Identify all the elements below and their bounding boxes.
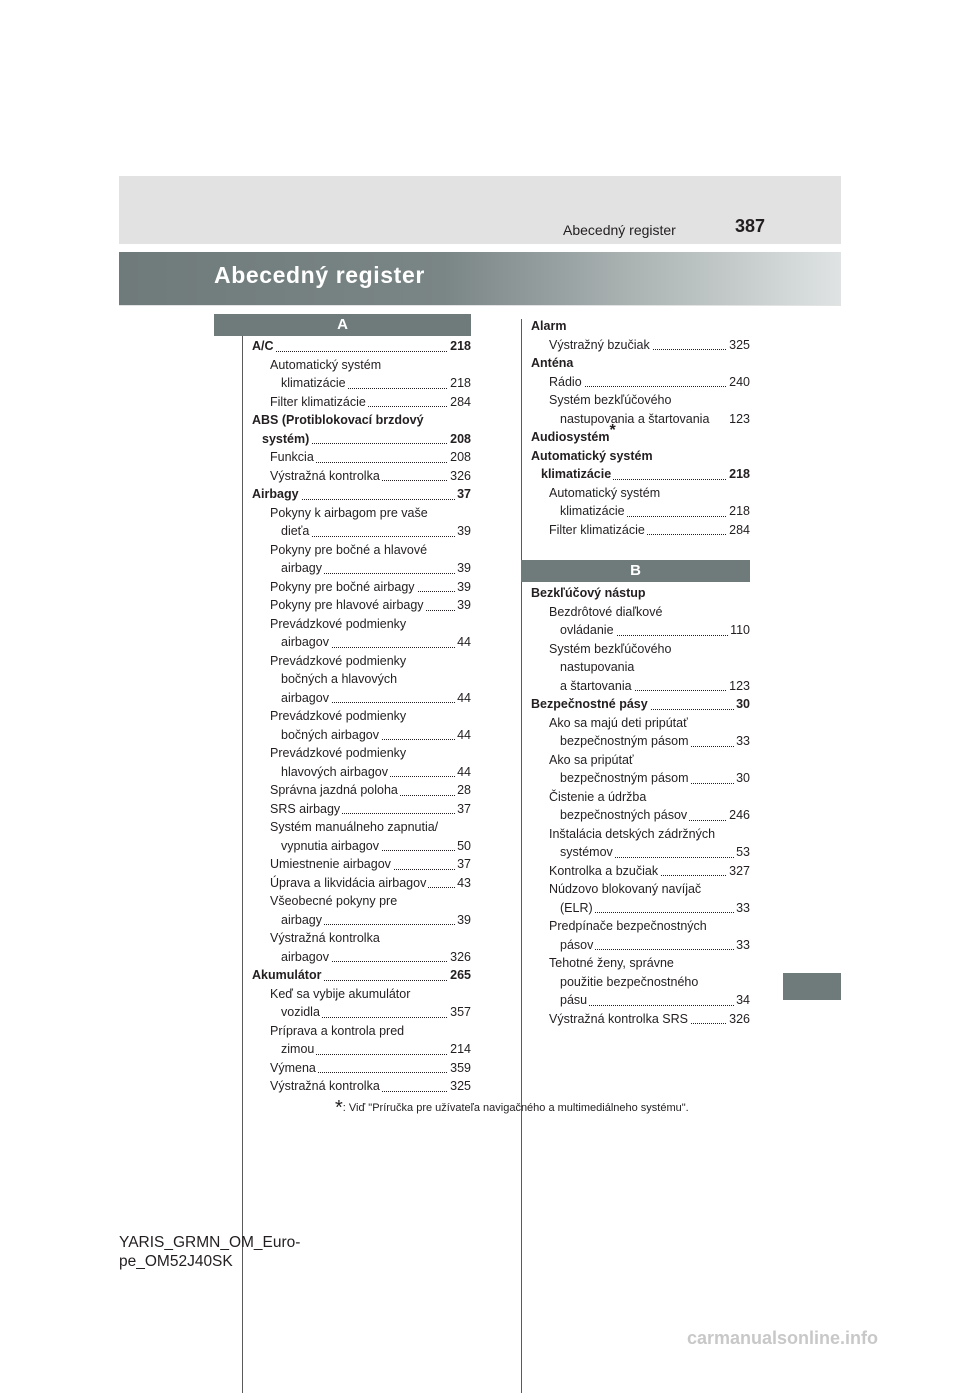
index-entry-page[interactable]: 28 xyxy=(455,781,471,800)
index-entry xyxy=(270,448,471,467)
index-entry xyxy=(560,502,750,521)
index-entry-text: Alarm xyxy=(531,319,567,333)
index-entry-page[interactable]: 326 xyxy=(448,948,471,967)
index-entry xyxy=(270,596,471,615)
index-entry xyxy=(270,1059,471,1078)
index-entry xyxy=(281,948,471,967)
index-entry-page[interactable]: 326 xyxy=(727,1010,750,1029)
index-entry xyxy=(281,837,471,856)
header-bar xyxy=(119,176,841,244)
index-entry xyxy=(549,880,750,899)
index-entry-page[interactable]: 218 xyxy=(448,374,471,393)
index-entry-text: bočných airbagov xyxy=(281,727,379,742)
index-entry-text: airbagov xyxy=(281,635,329,649)
index-entry-page[interactable]: 284 xyxy=(448,393,471,412)
index-entry-page[interactable]: 37 xyxy=(455,485,471,504)
index-entry-text: Inštalácia detských zádržných xyxy=(549,826,716,841)
index-entry-page[interactable]: 39 xyxy=(455,522,471,541)
index-entry-page[interactable]: 34 xyxy=(734,991,750,1010)
index-entry-text: ovládanie xyxy=(560,623,614,637)
index-entry-text: Kontrolka a bzučiak xyxy=(549,863,659,878)
index-entry-text: Filter klimatizácie xyxy=(270,394,366,409)
page-title: Abecedný register xyxy=(214,262,425,288)
index-entry xyxy=(549,1010,750,1029)
index-entry-text: zimou xyxy=(281,1042,315,1056)
index-entry-page[interactable]: 357 xyxy=(448,1003,471,1022)
thumb-index-tab[interactable] xyxy=(783,973,841,1000)
document-id xyxy=(119,1233,300,1271)
index-entry xyxy=(560,769,750,788)
index-entry-text: Výstražná kontrolka xyxy=(270,931,380,945)
section-header-b: B xyxy=(521,560,750,582)
index-entry xyxy=(270,744,471,763)
index-entry xyxy=(531,447,750,466)
index-entry-text: Všeobecné pokyny pre xyxy=(270,894,398,908)
index-entry-text: Správna jazdná poloha xyxy=(270,783,398,797)
index-entry-text: klimatizácie xyxy=(541,467,612,481)
index-entry-page[interactable]: 44 xyxy=(455,633,471,652)
index-entry-text: Výstražná kontrolka xyxy=(270,1079,380,1093)
index-entry xyxy=(270,985,471,1004)
index-entry-text: Predpínače bezpečnostných xyxy=(549,919,707,933)
index-entry-text: systém) xyxy=(262,431,310,446)
index-entry-page[interactable]: 44 xyxy=(455,726,471,745)
index-entry-page[interactable]: 327 xyxy=(727,862,750,881)
index-entry xyxy=(281,726,471,745)
index-entry xyxy=(270,781,471,800)
index-entry-text: Čistenie a údržba xyxy=(549,789,647,804)
index-entry-page[interactable]: 33 xyxy=(734,732,750,751)
index-entry-page[interactable]: 284 xyxy=(727,521,750,540)
index-entry xyxy=(270,707,471,726)
index-entry-text: Rádio xyxy=(549,374,582,389)
index-entry xyxy=(270,467,471,486)
index-entry-text: Pokyny k airbagom pre vaše xyxy=(270,505,428,520)
footnote xyxy=(335,1094,689,1117)
document-id-line2: pe_OM52J40SK xyxy=(119,1253,233,1270)
index-entry xyxy=(560,899,750,918)
index-entry xyxy=(549,714,750,733)
index-entry-text: (ELR) xyxy=(560,900,593,915)
index-entry-text: Automatický systém xyxy=(531,448,653,463)
index-entry xyxy=(281,1003,471,1022)
index-entry-page[interactable]: 30 xyxy=(734,769,750,788)
index-entry-text: bezpečnostným pásom xyxy=(560,734,689,748)
header-title: Abecedný register xyxy=(563,222,676,238)
index-entry-text: Automatický systém xyxy=(549,485,661,500)
index-entry xyxy=(549,373,750,392)
index-entry-page[interactable]: 43 xyxy=(455,874,471,893)
index-entry xyxy=(549,391,750,410)
index-entry-text: Prevádzkové podmienky xyxy=(270,653,407,668)
index-entry-page[interactable]: 218 xyxy=(727,502,750,521)
index-entry xyxy=(270,1022,471,1041)
index-entry xyxy=(252,485,471,504)
title-rule xyxy=(119,305,841,306)
index-entry-text: bezpečnostným pásom xyxy=(560,771,689,785)
index-entry xyxy=(270,578,471,597)
index-entry-page[interactable]: 39 xyxy=(455,596,471,615)
index-entry-page[interactable]: 359 xyxy=(448,1059,471,1078)
index-entry-page[interactable]: 39 xyxy=(455,559,471,578)
index-entry-page[interactable]: 265 xyxy=(448,966,471,985)
index-entry-text: Umiestnenie airbagov xyxy=(270,857,391,871)
watermark: carmanualsonline.info xyxy=(687,1328,879,1348)
index-entry xyxy=(281,559,471,578)
index-entry xyxy=(270,1077,471,1096)
index-entry-text: Anténa xyxy=(531,356,574,370)
index-entry xyxy=(531,354,750,373)
index-entry xyxy=(549,336,750,355)
index-entry-text: Akumulátor xyxy=(252,968,322,982)
index-entry xyxy=(270,800,471,819)
column-rule-middle xyxy=(521,319,522,1393)
index-entry xyxy=(560,843,750,862)
index-entry-page[interactable]: 123 xyxy=(727,410,750,429)
index-entry-page[interactable]: 325 xyxy=(727,336,750,355)
index-entry-text: vozidla xyxy=(281,1005,320,1019)
index-entry-text: Pokyny pre bočné a hlavové xyxy=(270,542,428,557)
index-entry xyxy=(270,929,471,948)
index-entry xyxy=(531,317,750,336)
index-entry-page[interactable]: 246 xyxy=(727,806,750,825)
section-header-a: A xyxy=(214,314,471,336)
index-entry-page[interactable]: 44 xyxy=(455,763,471,782)
index-entry xyxy=(560,936,750,955)
index-entry xyxy=(252,337,471,356)
index-entry-text: Systém bezkľúčového xyxy=(549,641,672,656)
index-entry-text: Prevádzkové podmienky xyxy=(270,709,407,723)
index-entry-page[interactable]: 37 xyxy=(455,800,471,819)
index-entry xyxy=(270,652,471,671)
index-entry xyxy=(281,522,471,541)
index-entry-text: airbagov xyxy=(281,690,329,705)
footnote-text: : Viď "Príručka pre užívateľa navigačného a multimediálneho systému". xyxy=(342,1102,689,1114)
index-column-right-top xyxy=(531,317,750,539)
index-entry-text: Pokyny pre hlavové airbagy xyxy=(270,598,424,612)
index-entry-text: Audiosystém* xyxy=(531,422,616,444)
index-entry xyxy=(560,677,750,696)
index-entry xyxy=(549,603,750,622)
index-entry xyxy=(281,763,471,782)
index-entry-page[interactable]: 123 xyxy=(727,677,750,696)
index-entry-text: SRS airbagy xyxy=(270,801,341,816)
index-entry-text: Airbagy xyxy=(252,487,299,501)
index-entry-page[interactable]: 208 xyxy=(448,448,471,467)
index-entry-text: nastupovania a štartovania xyxy=(560,411,710,426)
index-entry xyxy=(549,954,750,973)
index-entry xyxy=(270,818,471,837)
index-entry-text: pásu xyxy=(560,993,588,1007)
index-entry-page[interactable]: 30 xyxy=(734,695,750,714)
index-entry-text: airbagy xyxy=(281,912,322,927)
index-entry-text: dieťa xyxy=(281,524,310,538)
index-entry xyxy=(281,911,471,930)
index-entry-text: Výstražná kontrolka SRS xyxy=(549,1011,688,1026)
index-entry-text: Úprava a likvidácia airbagov xyxy=(270,875,427,890)
index-entry xyxy=(560,806,750,825)
index-column-right-b xyxy=(531,584,750,1028)
index-entry-text: Príprava a kontrola pred xyxy=(270,1023,405,1038)
index-entry xyxy=(270,615,471,634)
index-entry-text: A/C xyxy=(252,339,274,353)
index-entry xyxy=(560,732,750,751)
index-entry-text: Tehotné ženy, správne xyxy=(549,956,674,970)
index-entry-text: Pokyny pre bočné airbagy xyxy=(270,579,415,594)
index-entry-page[interactable]: 53 xyxy=(734,843,750,862)
index-entry xyxy=(541,465,750,484)
index-entry xyxy=(270,356,471,375)
index-entry-text: airbagy xyxy=(281,561,322,575)
index-entry-text: airbagov xyxy=(281,949,329,964)
index-entry-page[interactable]: 240 xyxy=(727,373,750,392)
index-entry xyxy=(549,917,750,936)
index-entry-text: Systém bezkľúčového xyxy=(549,393,672,407)
index-entry xyxy=(560,410,750,429)
index-entry-text: ABS (Protiblokovací brzdový xyxy=(252,413,424,427)
index-entry-text: Výstražný bzučiak xyxy=(549,337,650,352)
index-entry-text: Bezkľúčový nástup xyxy=(531,586,646,600)
index-entry xyxy=(560,973,750,992)
index-entry xyxy=(270,504,471,523)
index-entry-text: použitie bezpečnostného xyxy=(560,974,699,989)
index-entry-page[interactable]: 325 xyxy=(448,1077,471,1096)
index-entry-page[interactable]: 218 xyxy=(448,337,471,356)
index-entry-text: Bezpečnostné pásy xyxy=(531,697,648,711)
index-entry xyxy=(549,521,750,540)
index-entry xyxy=(281,633,471,652)
index-entry-page[interactable]: 214 xyxy=(448,1040,471,1059)
index-entry xyxy=(270,874,471,893)
index-entry-text: bočných a hlavových xyxy=(281,672,398,686)
index-entry xyxy=(531,422,750,447)
index-entry-text: Výmena xyxy=(270,1060,316,1075)
index-entry-page[interactable]: 33 xyxy=(734,936,750,955)
index-entry-text: Funkcia xyxy=(270,450,314,464)
index-entry xyxy=(560,991,750,1010)
index-entry-page[interactable]: 110 xyxy=(728,621,750,640)
index-entry-text: Prevádzkové podmienky xyxy=(270,616,407,631)
index-entry xyxy=(549,484,750,503)
index-entry-text: Výstražná kontrolka xyxy=(270,468,380,483)
index-entry-page[interactable]: 39 xyxy=(455,578,471,597)
index-entry-text: systémov xyxy=(560,845,613,859)
index-entry xyxy=(549,825,750,844)
index-entry xyxy=(281,689,471,708)
index-entry xyxy=(281,1040,471,1059)
index-entry-page[interactable]: 39 xyxy=(455,911,471,930)
index-entry-text: nastupovania xyxy=(560,660,635,674)
index-entry-text: bezpečnostných pásov xyxy=(560,808,688,822)
index-entry xyxy=(262,430,471,449)
index-entry-text: Automatický systém xyxy=(270,357,382,372)
index-entry xyxy=(252,966,471,985)
index-entry-text: Prevádzkové podmienky xyxy=(270,746,407,760)
column-rule-left xyxy=(242,319,243,1393)
index-entry-page[interactable]: 208 xyxy=(448,430,471,449)
footnote-star: * xyxy=(609,422,616,439)
page-number: 387 xyxy=(735,216,766,236)
index-entry xyxy=(531,584,750,603)
index-entry xyxy=(549,751,750,770)
index-entry-text: Filter klimatizácie xyxy=(549,522,645,537)
index-entry xyxy=(270,855,471,874)
index-entry xyxy=(560,658,750,677)
index-entry-page[interactable]: 33 xyxy=(734,899,750,918)
index-entry xyxy=(549,640,750,659)
index-entry xyxy=(270,541,471,560)
index-entry xyxy=(531,695,750,714)
index-entry-text: pásov xyxy=(560,937,594,952)
index-entry-page[interactable]: 37 xyxy=(455,855,471,874)
index-entry xyxy=(270,393,471,412)
index-entry-text: Systém manuálneho zapnutia/ xyxy=(270,820,439,834)
index-entry-page[interactable]: 44 xyxy=(455,689,471,708)
index-entry xyxy=(270,892,471,911)
index-entry-text: Ako sa pripútať xyxy=(549,752,634,767)
index-entry-text: a štartovania xyxy=(560,678,632,693)
index-entry xyxy=(549,862,750,881)
index-entry-page[interactable]: 326 xyxy=(448,467,471,486)
footnote-mark: * xyxy=(335,1097,343,1119)
index-entry-text: klimatizácie xyxy=(281,376,346,390)
index-entry-text: hlavových airbagov xyxy=(281,764,389,779)
index-entry-text: Ako sa majú deti pripútať xyxy=(549,715,688,730)
document-id-line1: YARIS_GRMN_OM_Euro- xyxy=(119,1234,301,1251)
index-column-left xyxy=(252,337,471,1096)
index-entry-text: vypnutia airbagov xyxy=(281,838,379,853)
index-entry-text: klimatizácie xyxy=(560,504,625,518)
index-entry-page[interactable]: 50 xyxy=(455,837,471,856)
index-entry xyxy=(252,411,471,430)
index-entry xyxy=(549,788,750,807)
index-entry xyxy=(281,374,471,393)
index-entry xyxy=(281,670,471,689)
index-entry-text: Keď sa vybije akumulátor xyxy=(270,986,411,1001)
index-entry xyxy=(560,621,750,640)
index-entry-text: Bezdrôtové diaľkové xyxy=(549,604,663,619)
index-entry-text: Núdzovo blokovaný navíjač xyxy=(549,882,702,896)
index-entry-page[interactable]: 218 xyxy=(727,465,750,484)
